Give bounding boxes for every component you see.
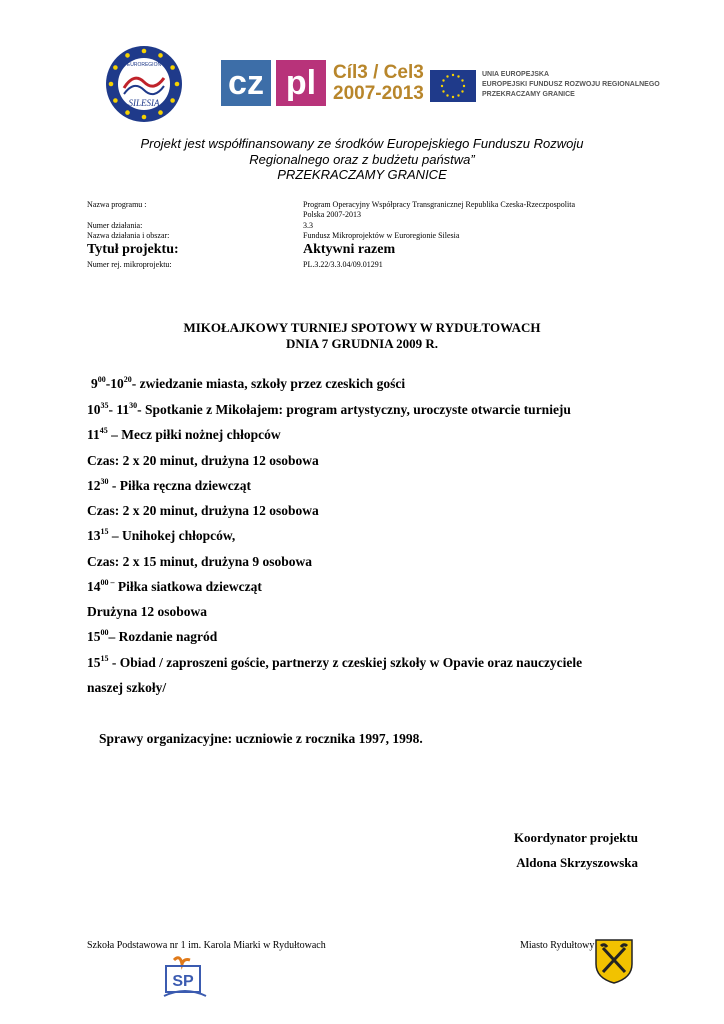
eu-line2: EUROPEJSKI FUNDUSZ ROZWOJU REGIONALNEGO [482, 81, 660, 88]
schedule-line-9: $14^{00 -}$ Piłka siatkowa dziewcząt [87, 578, 262, 594]
numer-value: PL.3.22/3.3.04/09.01291 [303, 260, 383, 269]
program-label: Nazwa programu : [87, 200, 147, 209]
coordinator-name: Aldona Skrzyszowska [516, 855, 638, 870]
tytul-label: Tytuł projektu: [87, 242, 179, 257]
eu-line1: UNIA EUROPEJSKA [482, 71, 550, 78]
obszar-value: Fundusz Mikroprojektów w Euroregionie Silesia [303, 231, 460, 240]
schedule-line-8: Czas: 2 x 15 minut, drużyna 9 osobowa [87, 554, 313, 569]
dzialanie-label: Numer działania: [87, 221, 143, 230]
header-logos [0, 44, 724, 124]
schedule-line-12: $15^{15}$ - Obiad / zaproszeni goście, partnerzy z czeskiej szkoły w Opavie oraz nauczyciele [87, 654, 583, 670]
obszar-label: Nazwa działania i obszar: [87, 231, 170, 240]
schedule-line-10: Drużyna 12 osobowa [87, 604, 208, 619]
numer-label: Numer rej. mikroprojektu: [87, 260, 172, 269]
school-logo-text: SP [172, 973, 194, 990]
pl-box [276, 60, 326, 106]
schedule-line-6: Czas: 2 x 20 minut, drużyna 12 osobowa [87, 503, 319, 518]
footer-school: Szkoła Podstawowa nr 1 im. Karola Miarki w Rydułtowach [87, 940, 326, 951]
schedule-line-7: $13^{15}$ – Unihokej chłopców, [87, 527, 236, 543]
event-title: MIKOŁAJKOWY TURNIEJ SPOTOWY W RYDUŁTOWACH [183, 320, 541, 335]
cil-line2: 2007-2013 [333, 83, 424, 104]
footer-city: Miasto Rydułtowy [520, 940, 595, 951]
euroregion-silesia-logo [104, 44, 184, 124]
schedule-line-3: $11^{45}$ – Mecz piłki nożnej chłopców [87, 426, 281, 442]
organizational-note: Sprawy organizacyjne: uczniowie z rocznika 1997, 1998. [99, 731, 423, 746]
program-value-1: Program Operacyjny Współpracy Transgranicznej Republika Czeska-Rzeczpospolita [303, 200, 575, 209]
intro-line-3: PRZEKRACZAMY GRANICE [277, 167, 447, 182]
coordinator-role: Koordynator projektu [513, 830, 638, 845]
intro-line-1: Projekt jest współfinansowany ze środków Europejskiego Funduszu Rozwoju [140, 136, 584, 151]
pl-text: pl [285, 64, 317, 102]
cz-text: cz [228, 64, 264, 102]
city-coat-of-arms-icon [594, 938, 634, 984]
schedule-line-2: $10^{35}-$ $11^{30}-$ Spotkanie z Mikołajem: program artystyczny, uroczyste otwarcie turnieju [87, 401, 571, 417]
tytul-value: Aktywni razem [303, 242, 396, 257]
schedule-line-5: $12^{30}$ - Piłka ręczna dziewcząt [87, 477, 251, 493]
cofinancing-statement [60, 136, 664, 183]
schedule-line-11: $15^{00}-$ Rozdanie nagród [87, 628, 218, 644]
cil-cel-text [333, 62, 424, 104]
event-date: DNIA 7 GRUDNIA 2009 R. [285, 336, 439, 351]
eu-text [482, 70, 660, 100]
eu-line3: PRZEKRACZAMY GRANICE [482, 91, 575, 98]
intro-line-2: Regionalnego oraz z budżetu państwa” [249, 151, 475, 167]
eu-flag-icon [430, 70, 476, 102]
school-logo [160, 956, 210, 1000]
program-value-2: Polska 2007-2013 [303, 209, 361, 219]
cz-box [221, 60, 271, 106]
dzialanie-value: 3.3 [303, 221, 313, 230]
euroregion-text: EUROREGION [126, 62, 162, 68]
cil-line1: Cíl3 / Cel3 [333, 62, 424, 83]
schedule-line-1: $9^{00}-10^{20}-$ zwiedzanie miasta, szkoły przez czeskich gości [91, 375, 406, 391]
program-value [303, 200, 653, 219]
schedule-line-4: Czas: 2 x 20 minut, drużyna 12 osobowa [87, 453, 319, 468]
schedule-line-13: naszej szkoły/ [87, 680, 167, 695]
silesia-text: SILESIA [128, 98, 160, 108]
